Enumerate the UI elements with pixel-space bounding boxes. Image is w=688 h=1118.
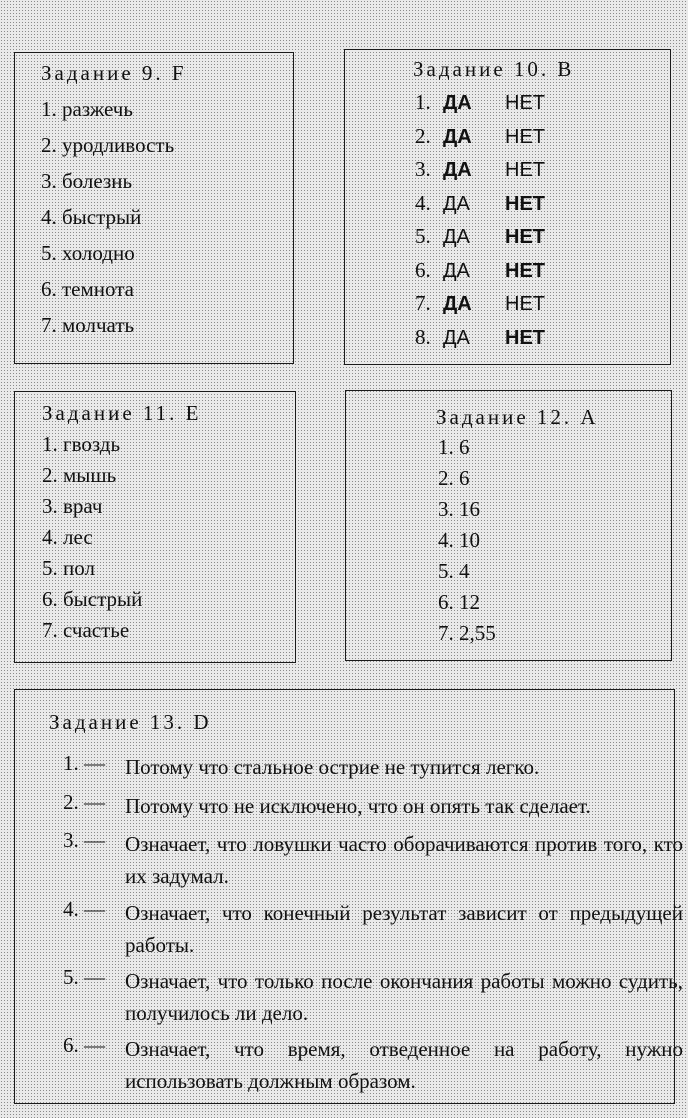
list-item: 2. 6 <box>438 466 470 490</box>
no-answer: НЕТ <box>505 192 545 215</box>
list-item: 6. темнота <box>41 277 135 301</box>
list-item <box>63 1033 683 1097</box>
list-item: 3. 16 <box>438 497 480 521</box>
no-answer: НЕТ <box>505 259 545 282</box>
list-item: 6. быстрый <box>42 587 143 611</box>
item-number: 4. — <box>63 897 105 921</box>
row-number: 1. <box>415 90 431 114</box>
task13-title: Задание 13. D <box>49 710 212 734</box>
list-item: 2. уродливость <box>41 133 175 157</box>
task10-box <box>344 49 671 365</box>
yes-answer: ДА <box>443 125 472 148</box>
task10-title: Задание 10. B <box>413 57 575 81</box>
list-item: 4. лес <box>42 525 93 549</box>
list-item: 6. 12 <box>438 590 480 614</box>
task11-box <box>14 391 296 663</box>
list-item <box>63 751 683 783</box>
answer-row <box>415 191 545 216</box>
task11-title: Задание 11. E <box>42 401 202 425</box>
item-text: Означает, что только после окончания работы можно судить, получилось ли дело. <box>125 969 683 1025</box>
task13-box <box>14 689 683 1104</box>
list-item: 2. мышь <box>42 463 117 487</box>
no-answer: НЕТ <box>505 326 545 349</box>
item-number: 1. — <box>63 751 105 775</box>
row-number: 5. <box>415 224 431 248</box>
item-number: 3. — <box>63 828 105 852</box>
answer-row <box>415 224 545 249</box>
row-number: 4. <box>415 190 431 215</box>
list-item: 7. счастье <box>42 618 130 642</box>
list-item <box>63 828 683 892</box>
list-item: 3. врач <box>42 494 103 518</box>
list-item: 1. гвоздь <box>42 432 121 456</box>
list-item: 7. 2,55 <box>438 621 496 645</box>
task9-title: Задание 9. F <box>41 61 187 85</box>
list-item: 5. 4 <box>438 559 470 583</box>
list-item: 3. болезнь <box>41 169 133 193</box>
row-number: 2. <box>415 123 431 148</box>
row-number: 7. <box>415 291 431 315</box>
answer-row <box>415 325 545 350</box>
no-answer: НЕТ <box>505 159 545 181</box>
list-item: 4. 10 <box>438 528 480 552</box>
no-answer: НЕТ <box>505 92 545 114</box>
no-answer: НЕТ <box>505 226 545 248</box>
list-item: 1. разжечь <box>41 97 133 121</box>
list-item <box>63 965 683 1029</box>
item-number: 6. — <box>63 1033 105 1057</box>
yes-answer: ДА <box>443 326 470 349</box>
yes-answer: ДА <box>443 159 472 181</box>
list-item: 4. быстрый <box>41 205 142 229</box>
answer-row <box>415 157 545 182</box>
list-item <box>63 790 683 822</box>
row-number: 3. <box>415 157 431 181</box>
item-number: 2. — <box>63 790 105 814</box>
list-item: 5. пол <box>42 556 95 580</box>
answer-row <box>415 291 545 316</box>
item-text: Означает, что ловушки часто оборачиваются против того, кто их задумал. <box>125 832 683 888</box>
answer-row <box>415 124 545 149</box>
answer-row <box>415 90 545 115</box>
item-text: Означает, что время, отведенное на работу, нужно использовать должным образом. <box>125 1037 683 1093</box>
row-number: 8. <box>415 324 431 349</box>
no-answer: НЕТ <box>505 125 545 148</box>
yes-answer: ДА <box>443 293 472 315</box>
yes-answer: ДА <box>443 92 472 114</box>
task9-box <box>14 52 294 364</box>
no-answer: НЕТ <box>505 293 545 315</box>
item-text: Потому что стальное острие не тупится легко. <box>125 755 540 779</box>
list-item: 7. молчать <box>41 313 135 337</box>
list-item <box>63 897 683 961</box>
list-item: 5. холодно <box>41 241 135 265</box>
item-text: Означает, что конечный результат зависит от предыдущей работы. <box>125 901 683 957</box>
row-number: 6. <box>415 257 431 282</box>
yes-answer: ДА <box>443 259 470 282</box>
item-text: Потому что не исключено, что он опять так сделает. <box>125 794 591 818</box>
task12-box <box>345 390 672 661</box>
yes-answer: ДА <box>443 192 470 215</box>
task12-title: Задание 12. A <box>436 405 599 429</box>
answer-row <box>415 258 545 283</box>
list-item: 1. 6 <box>438 435 470 459</box>
item-number: 5. — <box>63 965 105 989</box>
yes-answer: ДА <box>443 226 470 248</box>
